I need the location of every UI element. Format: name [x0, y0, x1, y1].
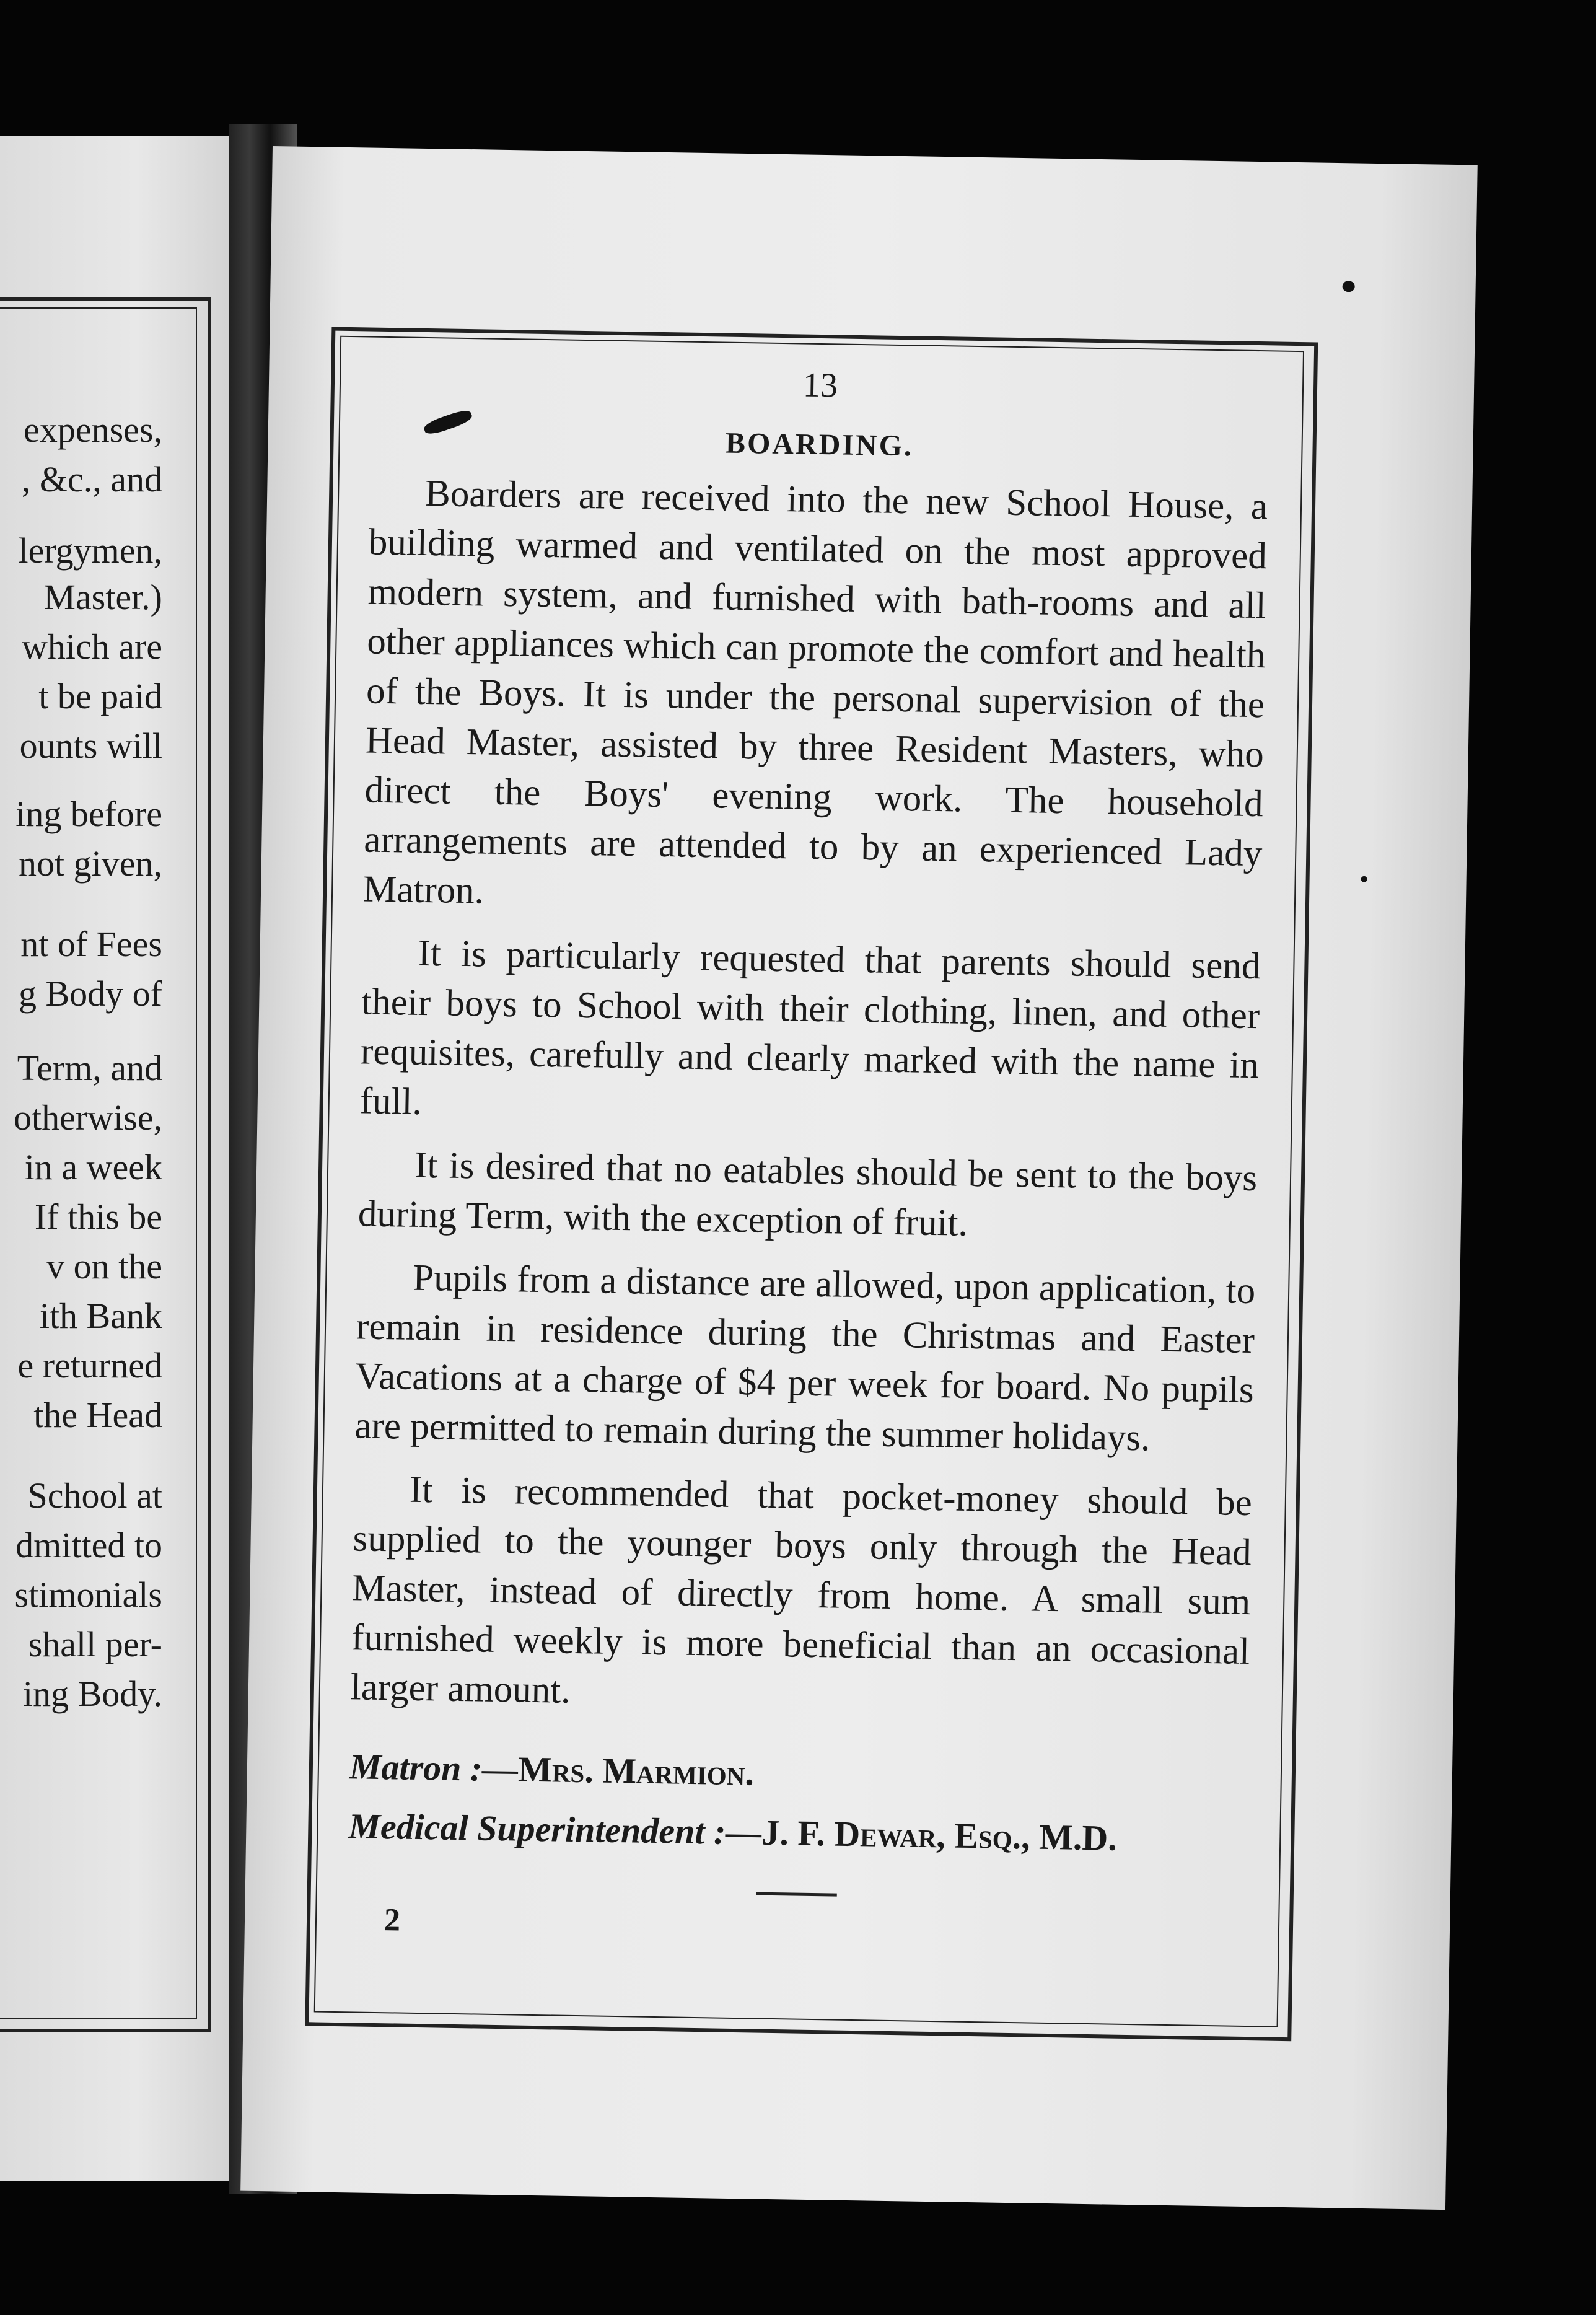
staff-name: Mrs. Marmion.	[517, 1749, 755, 1793]
previous-page-line: shall per-	[28, 1624, 162, 1664]
previous-page-line: otherwise,	[14, 1097, 162, 1138]
previous-page-line: Term, and	[17, 1048, 162, 1088]
previous-page-line: nt of Fees	[20, 924, 162, 964]
previous-page-line: lergymen,	[18, 530, 162, 571]
previous-page-line: expenses,	[24, 410, 162, 450]
paragraph-pocket-money: It is recommended that pocket-money should be supplied to the younger boys only through the Head Master, instead of directly from home. A small sum furnished weekly is more beneficial than an occasional larger amount.	[350, 1469, 1253, 1711]
ink-speck	[1343, 281, 1355, 292]
page-number: 13	[802, 366, 838, 405]
previous-page-line: ing Body.	[22, 1674, 162, 1714]
previous-page-line: If this be	[34, 1197, 162, 1237]
document-page	[240, 146, 1478, 2210]
previous-page-line: ith Bank	[39, 1296, 162, 1336]
previous-page-line: , &c., and	[21, 459, 162, 499]
previous-page-line: School at	[27, 1475, 162, 1516]
staff-name: J. F. Dewar, Esq., M.D.	[761, 1812, 1118, 1858]
previous-page-line: g Body of	[19, 973, 162, 1014]
previous-page-line: not given,	[19, 843, 162, 884]
paragraph-boarders: Boarders are received into the new School House, a building warmed and ventilated on the most approved modern system, and furnished with bath-rooms and all other appliances which can promote the comfort and health of the Boys. It is under the personal supervision of the Head Master, assisted by three Resident Masters, who direct the Boys' evening work. The household arrangements are attended to by an experienced Lady Matron.	[362, 472, 1268, 912]
previous-page-line: stimonials	[14, 1575, 162, 1615]
page-content	[347, 359, 1270, 1952]
paragraph-vacations: Pupils from a distance are allowed, upon application, to remain in residence during the Christmas and Easter Vacations at a charge of $4 per week for board. No pupils are permitted to remain during the summer holidays.	[354, 1257, 1256, 1459]
previous-page-line: t be paid	[38, 676, 162, 716]
closing-rule	[756, 1892, 837, 1897]
previous-page-line: the Head	[33, 1395, 162, 1435]
section-heading: BOARDING.	[725, 426, 914, 463]
previous-page-line: in a week	[24, 1147, 162, 1187]
staff-list	[348, 1737, 1248, 1870]
ink-speck	[1361, 876, 1367, 882]
previous-page-line: ounts will	[19, 726, 162, 766]
staff-role: Medical Superintendent :—	[348, 1806, 762, 1853]
previous-page-line: e returned	[17, 1345, 162, 1386]
paragraph-clothing: It is particularly requested that parents should send their boys to School with their clothing, linen, and other requisites, carefully and clearly marked with the name in full.	[359, 932, 1261, 1123]
previous-page-line: ing before	[15, 794, 162, 834]
previous-page-line: Master.)	[43, 577, 162, 617]
paragraph-eatables: It is desired that no eatables should be sent to the boys during Term, with the exception of fruit.	[357, 1144, 1258, 1244]
previous-page-line: v on the	[46, 1246, 162, 1286]
printer-signature-mark: 2	[384, 1902, 401, 1938]
staff-role: Matron :—	[349, 1746, 519, 1790]
previous-page-line: which are	[21, 626, 162, 667]
previous-page-line: dmitted to	[15, 1525, 162, 1565]
